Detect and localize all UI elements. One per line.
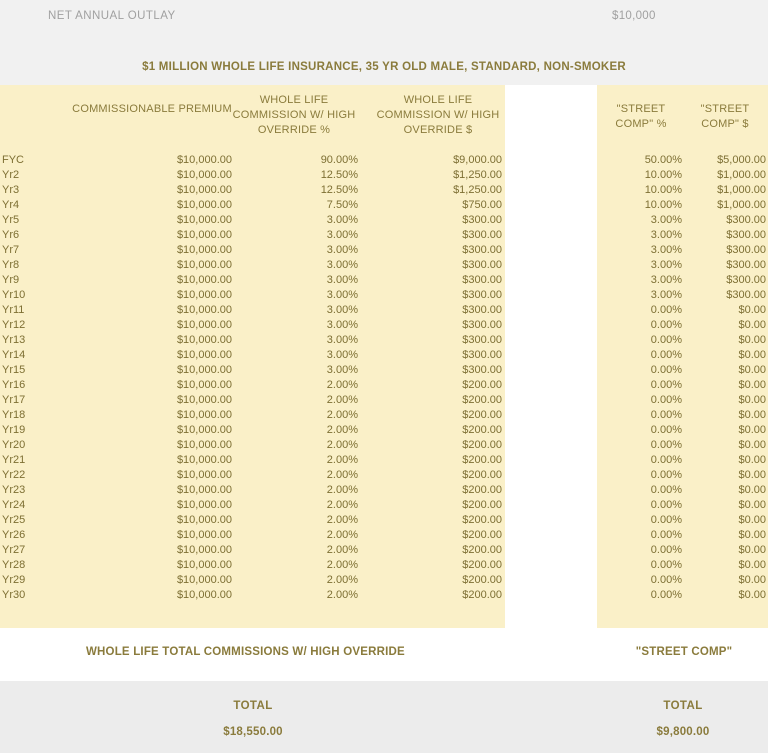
row-wl-commission-dollar: $200.00 bbox=[462, 409, 502, 421]
row-wl-commission-dollar: $300.00 bbox=[462, 259, 502, 271]
row-street-comp-dollar: $0.00 bbox=[738, 439, 766, 451]
title-band bbox=[0, 36, 768, 85]
row-street-comp-dollar: $0.00 bbox=[738, 304, 766, 316]
row-street-comp-dollar: $300.00 bbox=[726, 259, 766, 271]
row-year-label: Yr15 bbox=[2, 364, 26, 376]
row-street-comp-pct: 0.00% bbox=[650, 349, 682, 361]
row-commissionable-premium: $10,000.00 bbox=[176, 259, 232, 271]
table-row bbox=[0, 468, 768, 483]
row-wl-commission-dollar: $300.00 bbox=[462, 349, 502, 361]
footer-label-band bbox=[0, 628, 768, 681]
table-row bbox=[0, 378, 768, 393]
row-commissionable-premium: $10,000.00 bbox=[176, 289, 232, 301]
row-street-comp-dollar: $0.00 bbox=[738, 574, 766, 586]
row-wl-commission-pct: 2.00% bbox=[326, 394, 358, 406]
row-wl-commission-pct: 2.00% bbox=[326, 589, 358, 601]
row-wl-commission-pct: 2.00% bbox=[326, 409, 358, 421]
row-year-label: Yr18 bbox=[2, 409, 26, 421]
row-year-label: Yr22 bbox=[2, 469, 26, 481]
table-row bbox=[0, 483, 768, 498]
table-row bbox=[0, 318, 768, 333]
row-year-label: Yr25 bbox=[2, 514, 26, 526]
row-street-comp-pct: 50.00% bbox=[644, 154, 682, 166]
row-year-label: Yr9 bbox=[2, 274, 20, 286]
total-value-left: $18,550.00 bbox=[223, 726, 283, 738]
row-wl-commission-dollar: $9,000.00 bbox=[453, 154, 502, 166]
row-wl-commission-dollar: $750.00 bbox=[462, 199, 502, 211]
row-wl-commission-pct: 2.00% bbox=[326, 499, 358, 511]
row-wl-commission-dollar: $300.00 bbox=[462, 289, 502, 301]
row-wl-commission-dollar: $300.00 bbox=[462, 364, 502, 376]
row-year-label: Yr14 bbox=[2, 349, 26, 361]
table-row bbox=[0, 513, 768, 528]
column-gutter-header bbox=[505, 85, 597, 147]
row-street-comp-dollar: $0.00 bbox=[738, 559, 766, 571]
row-year-label: Yr24 bbox=[2, 499, 26, 511]
row-wl-commission-pct: 3.00% bbox=[326, 274, 358, 286]
table-row bbox=[0, 168, 768, 183]
row-wl-commission-pct: 12.50% bbox=[320, 169, 358, 181]
row-commissionable-premium: $10,000.00 bbox=[176, 589, 232, 601]
column-header-street-comp-pct: "STREET COMP" % bbox=[615, 103, 667, 130]
row-street-comp-dollar: $0.00 bbox=[738, 589, 766, 601]
row-year-label: Yr7 bbox=[2, 244, 20, 256]
row-commissionable-premium: $10,000.00 bbox=[176, 229, 232, 241]
row-year-label: Yr26 bbox=[2, 529, 26, 541]
row-commissionable-premium: $10,000.00 bbox=[176, 499, 232, 511]
row-street-comp-dollar: $0.00 bbox=[738, 469, 766, 481]
row-wl-commission-dollar: $200.00 bbox=[462, 484, 502, 496]
table-row bbox=[0, 198, 768, 213]
row-year-label: Yr12 bbox=[2, 319, 26, 331]
row-commissionable-premium: $10,000.00 bbox=[176, 394, 232, 406]
table-row bbox=[0, 408, 768, 423]
row-wl-commission-pct: 3.00% bbox=[326, 304, 358, 316]
row-wl-commission-pct: 2.00% bbox=[326, 514, 358, 526]
row-year-label: FYC bbox=[2, 154, 24, 166]
row-wl-commission-pct: 2.00% bbox=[326, 529, 358, 541]
row-street-comp-pct: 3.00% bbox=[650, 244, 682, 256]
row-street-comp-dollar: $1,000.00 bbox=[717, 199, 766, 211]
row-street-comp-pct: 3.00% bbox=[650, 214, 682, 226]
row-commissionable-premium: $10,000.00 bbox=[176, 379, 232, 391]
row-commissionable-premium: $10,000.00 bbox=[176, 454, 232, 466]
net-annual-outlay-bar bbox=[0, 0, 768, 36]
row-commissionable-premium: $10,000.00 bbox=[176, 574, 232, 586]
table-row bbox=[0, 573, 768, 588]
table-row bbox=[0, 438, 768, 453]
table-row bbox=[0, 423, 768, 438]
row-wl-commission-dollar: $200.00 bbox=[462, 529, 502, 541]
row-year-label: Yr23 bbox=[2, 484, 26, 496]
row-year-label: Yr19 bbox=[2, 424, 26, 436]
table-row bbox=[0, 183, 768, 198]
row-year-label: Yr11 bbox=[2, 304, 25, 316]
table-body bbox=[0, 153, 768, 603]
table-row bbox=[0, 303, 768, 318]
row-commissionable-premium: $10,000.00 bbox=[176, 169, 232, 181]
table-row bbox=[0, 543, 768, 558]
row-wl-commission-pct: 2.00% bbox=[326, 379, 358, 391]
row-street-comp-pct: 10.00% bbox=[644, 199, 682, 211]
row-wl-commission-pct: 3.00% bbox=[326, 334, 358, 346]
row-street-comp-pct: 0.00% bbox=[650, 544, 682, 556]
total-value-right: $9,800.00 bbox=[656, 726, 710, 738]
row-street-comp-dollar: $1,000.00 bbox=[717, 169, 766, 181]
row-wl-commission-pct: 3.00% bbox=[326, 319, 358, 331]
row-commissionable-premium: $10,000.00 bbox=[176, 349, 232, 361]
row-year-label: Yr16 bbox=[2, 379, 26, 391]
table-row bbox=[0, 243, 768, 258]
row-street-comp-pct: 0.00% bbox=[650, 469, 682, 481]
row-street-comp-dollar: $0.00 bbox=[738, 334, 766, 346]
column-header-whole-life-commission-pct: WHOLE LIFE COMMISSION W/ HIGH OVERRIDE % bbox=[232, 94, 356, 136]
table-row bbox=[0, 528, 768, 543]
row-street-comp-pct: 0.00% bbox=[650, 589, 682, 601]
row-wl-commission-dollar: $300.00 bbox=[462, 304, 502, 316]
row-wl-commission-pct: 2.00% bbox=[326, 484, 358, 496]
table-row bbox=[0, 393, 768, 408]
row-street-comp-dollar: $300.00 bbox=[726, 214, 766, 226]
row-year-label: Yr17 bbox=[2, 394, 26, 406]
row-street-comp-pct: 3.00% bbox=[650, 274, 682, 286]
footer-label-whole-life-total: WHOLE LIFE TOTAL COMMISSIONS W/ HIGH OVERRIDE bbox=[86, 646, 405, 658]
row-year-label: Yr30 bbox=[2, 589, 26, 601]
row-commissionable-premium: $10,000.00 bbox=[176, 244, 232, 256]
row-commissionable-premium: $10,000.00 bbox=[176, 214, 232, 226]
row-wl-commission-pct: 12.50% bbox=[320, 184, 358, 196]
row-commissionable-premium: $10,000.00 bbox=[176, 484, 232, 496]
row-wl-commission-pct: 90.00% bbox=[320, 154, 358, 166]
row-commissionable-premium: $10,000.00 bbox=[176, 529, 232, 541]
column-header-whole-life-commission-dollar: WHOLE LIFE COMMISSION W/ HIGH OVERRIDE $ bbox=[376, 94, 500, 136]
row-street-comp-dollar: $5,000.00 bbox=[717, 154, 766, 166]
row-wl-commission-dollar: $300.00 bbox=[462, 334, 502, 346]
table-row bbox=[0, 258, 768, 273]
row-wl-commission-dollar: $200.00 bbox=[462, 514, 502, 526]
row-street-comp-pct: 0.00% bbox=[650, 364, 682, 376]
row-street-comp-dollar: $0.00 bbox=[738, 349, 766, 361]
row-street-comp-dollar: $300.00 bbox=[726, 274, 766, 286]
row-wl-commission-pct: 3.00% bbox=[326, 289, 358, 301]
table-row bbox=[0, 498, 768, 513]
row-wl-commission-dollar: $300.00 bbox=[462, 274, 502, 286]
row-year-label: Yr8 bbox=[2, 259, 20, 271]
row-commissionable-premium: $10,000.00 bbox=[176, 154, 232, 166]
row-street-comp-dollar: $0.00 bbox=[738, 424, 766, 436]
row-street-comp-pct: 0.00% bbox=[650, 559, 682, 571]
row-wl-commission-pct: 3.00% bbox=[326, 349, 358, 361]
row-street-comp-pct: 3.00% bbox=[650, 229, 682, 241]
row-wl-commission-dollar: $200.00 bbox=[462, 559, 502, 571]
row-year-label: Yr13 bbox=[2, 334, 26, 346]
row-wl-commission-dollar: $200.00 bbox=[462, 454, 502, 466]
row-year-label: Yr29 bbox=[2, 574, 26, 586]
total-word-right: TOTAL bbox=[663, 700, 703, 712]
row-street-comp-dollar: $0.00 bbox=[738, 379, 766, 391]
row-street-comp-dollar: $0.00 bbox=[738, 514, 766, 526]
row-street-comp-pct: 0.00% bbox=[650, 424, 682, 436]
row-street-comp-dollar: $300.00 bbox=[726, 289, 766, 301]
row-wl-commission-dollar: $200.00 bbox=[462, 499, 502, 511]
row-street-comp-pct: 0.00% bbox=[650, 304, 682, 316]
row-wl-commission-dollar: $200.00 bbox=[462, 394, 502, 406]
row-street-comp-dollar: $300.00 bbox=[726, 229, 766, 241]
row-wl-commission-dollar: $300.00 bbox=[462, 229, 502, 241]
row-street-comp-pct: 0.00% bbox=[650, 484, 682, 496]
row-street-comp-dollar: $1,000.00 bbox=[717, 184, 766, 196]
row-year-label: Yr20 bbox=[2, 439, 26, 451]
row-wl-commission-pct: 3.00% bbox=[326, 229, 358, 241]
row-street-comp-pct: 10.00% bbox=[644, 184, 682, 196]
row-wl-commission-dollar: $200.00 bbox=[462, 469, 502, 481]
row-street-comp-dollar: $0.00 bbox=[738, 409, 766, 421]
footer-label-street-comp: "STREET COMP" bbox=[635, 646, 733, 658]
row-commissionable-premium: $10,000.00 bbox=[176, 334, 232, 346]
row-wl-commission-pct: 2.00% bbox=[326, 424, 358, 436]
row-street-comp-pct: 0.00% bbox=[650, 529, 682, 541]
table-row bbox=[0, 333, 768, 348]
row-wl-commission-dollar: $300.00 bbox=[462, 319, 502, 331]
row-year-label: Yr28 bbox=[2, 559, 26, 571]
row-commissionable-premium: $10,000.00 bbox=[176, 469, 232, 481]
net-annual-outlay-value: $10,000 bbox=[612, 10, 656, 22]
row-street-comp-pct: 0.00% bbox=[650, 514, 682, 526]
row-year-label: Yr10 bbox=[2, 289, 26, 301]
row-wl-commission-pct: 3.00% bbox=[326, 364, 358, 376]
row-street-comp-pct: 0.00% bbox=[650, 409, 682, 421]
row-commissionable-premium: $10,000.00 bbox=[176, 559, 232, 571]
row-wl-commission-dollar: $200.00 bbox=[462, 379, 502, 391]
row-street-comp-pct: 0.00% bbox=[650, 394, 682, 406]
row-street-comp-dollar: $0.00 bbox=[738, 394, 766, 406]
row-wl-commission-dollar: $200.00 bbox=[462, 439, 502, 451]
row-year-label: Yr6 bbox=[2, 229, 20, 241]
row-street-comp-pct: 0.00% bbox=[650, 334, 682, 346]
row-year-label: Yr21 bbox=[2, 454, 26, 466]
row-commissionable-premium: $10,000.00 bbox=[176, 424, 232, 436]
row-wl-commission-dollar: $1,250.00 bbox=[453, 169, 502, 181]
row-wl-commission-pct: 3.00% bbox=[326, 214, 358, 226]
row-street-comp-dollar: $300.00 bbox=[726, 244, 766, 256]
row-year-label: Yr3 bbox=[2, 184, 20, 196]
row-street-comp-dollar: $0.00 bbox=[738, 529, 766, 541]
table-row bbox=[0, 558, 768, 573]
table-row bbox=[0, 453, 768, 468]
row-wl-commission-dollar: $1,250.00 bbox=[453, 184, 502, 196]
row-street-comp-pct: 10.00% bbox=[644, 169, 682, 181]
row-wl-commission-pct: 2.00% bbox=[326, 439, 358, 451]
row-street-comp-pct: 3.00% bbox=[650, 259, 682, 271]
row-year-label: Yr2 bbox=[2, 169, 20, 181]
table-row bbox=[0, 348, 768, 363]
row-street-comp-pct: 0.00% bbox=[650, 574, 682, 586]
row-street-comp-pct: 0.00% bbox=[650, 499, 682, 511]
row-wl-commission-pct: 2.00% bbox=[326, 544, 358, 556]
row-wl-commission-pct: 2.00% bbox=[326, 454, 358, 466]
row-commissionable-premium: $10,000.00 bbox=[176, 364, 232, 376]
row-commissionable-premium: $10,000.00 bbox=[176, 184, 232, 196]
row-street-comp-pct: 0.00% bbox=[650, 454, 682, 466]
table-row bbox=[0, 363, 768, 378]
row-wl-commission-dollar: $300.00 bbox=[462, 244, 502, 256]
row-wl-commission-pct: 2.00% bbox=[326, 469, 358, 481]
table-row bbox=[0, 153, 768, 168]
row-wl-commission-dollar: $200.00 bbox=[462, 544, 502, 556]
row-wl-commission-pct: 3.00% bbox=[326, 244, 358, 256]
table-row bbox=[0, 288, 768, 303]
net-annual-outlay-label: NET ANNUAL OUTLAY bbox=[48, 10, 176, 22]
row-street-comp-dollar: $0.00 bbox=[738, 499, 766, 511]
row-wl-commission-dollar: $200.00 bbox=[462, 424, 502, 436]
row-street-comp-dollar: $0.00 bbox=[738, 544, 766, 556]
table-row bbox=[0, 213, 768, 228]
row-wl-commission-dollar: $200.00 bbox=[462, 574, 502, 586]
row-street-comp-dollar: $0.00 bbox=[738, 454, 766, 466]
row-street-comp-pct: 0.00% bbox=[650, 319, 682, 331]
row-commissionable-premium: $10,000.00 bbox=[176, 199, 232, 211]
row-wl-commission-dollar: $300.00 bbox=[462, 214, 502, 226]
row-year-label: Yr5 bbox=[2, 214, 20, 226]
row-street-comp-pct: 3.00% bbox=[650, 289, 682, 301]
row-wl-commission-pct: 3.00% bbox=[326, 259, 358, 271]
row-commissionable-premium: $10,000.00 bbox=[176, 439, 232, 451]
row-street-comp-pct: 0.00% bbox=[650, 379, 682, 391]
row-street-comp-dollar: $0.00 bbox=[738, 484, 766, 496]
row-wl-commission-pct: 7.50% bbox=[326, 199, 358, 211]
table-row bbox=[0, 273, 768, 288]
table-row bbox=[0, 228, 768, 243]
row-wl-commission-dollar: $200.00 bbox=[462, 589, 502, 601]
row-street-comp-pct: 0.00% bbox=[650, 439, 682, 451]
column-header-commissionable-premium: COMMISSIONABLE PREMIUM bbox=[72, 103, 232, 115]
row-street-comp-dollar: $0.00 bbox=[738, 364, 766, 376]
row-commissionable-premium: $10,000.00 bbox=[176, 274, 232, 286]
total-word-left: TOTAL bbox=[233, 700, 273, 712]
totals-band bbox=[0, 681, 768, 753]
row-commissionable-premium: $10,000.00 bbox=[176, 514, 232, 526]
row-year-label: Yr4 bbox=[2, 199, 20, 211]
page-title: $1 MILLION WHOLE LIFE INSURANCE, 35 YR OLD MALE, STANDARD, NON-SMOKER bbox=[142, 61, 626, 73]
row-commissionable-premium: $10,000.00 bbox=[176, 304, 232, 316]
table-row bbox=[0, 588, 768, 603]
row-wl-commission-pct: 2.00% bbox=[326, 559, 358, 571]
row-year-label: Yr27 bbox=[2, 544, 26, 556]
row-street-comp-dollar: $0.00 bbox=[738, 319, 766, 331]
row-commissionable-premium: $10,000.00 bbox=[176, 409, 232, 421]
column-header-street-comp-dollar: "STREET COMP" $ bbox=[700, 103, 750, 130]
row-wl-commission-pct: 2.00% bbox=[326, 574, 358, 586]
row-commissionable-premium: $10,000.00 bbox=[176, 544, 232, 556]
row-commissionable-premium: $10,000.00 bbox=[176, 319, 232, 331]
